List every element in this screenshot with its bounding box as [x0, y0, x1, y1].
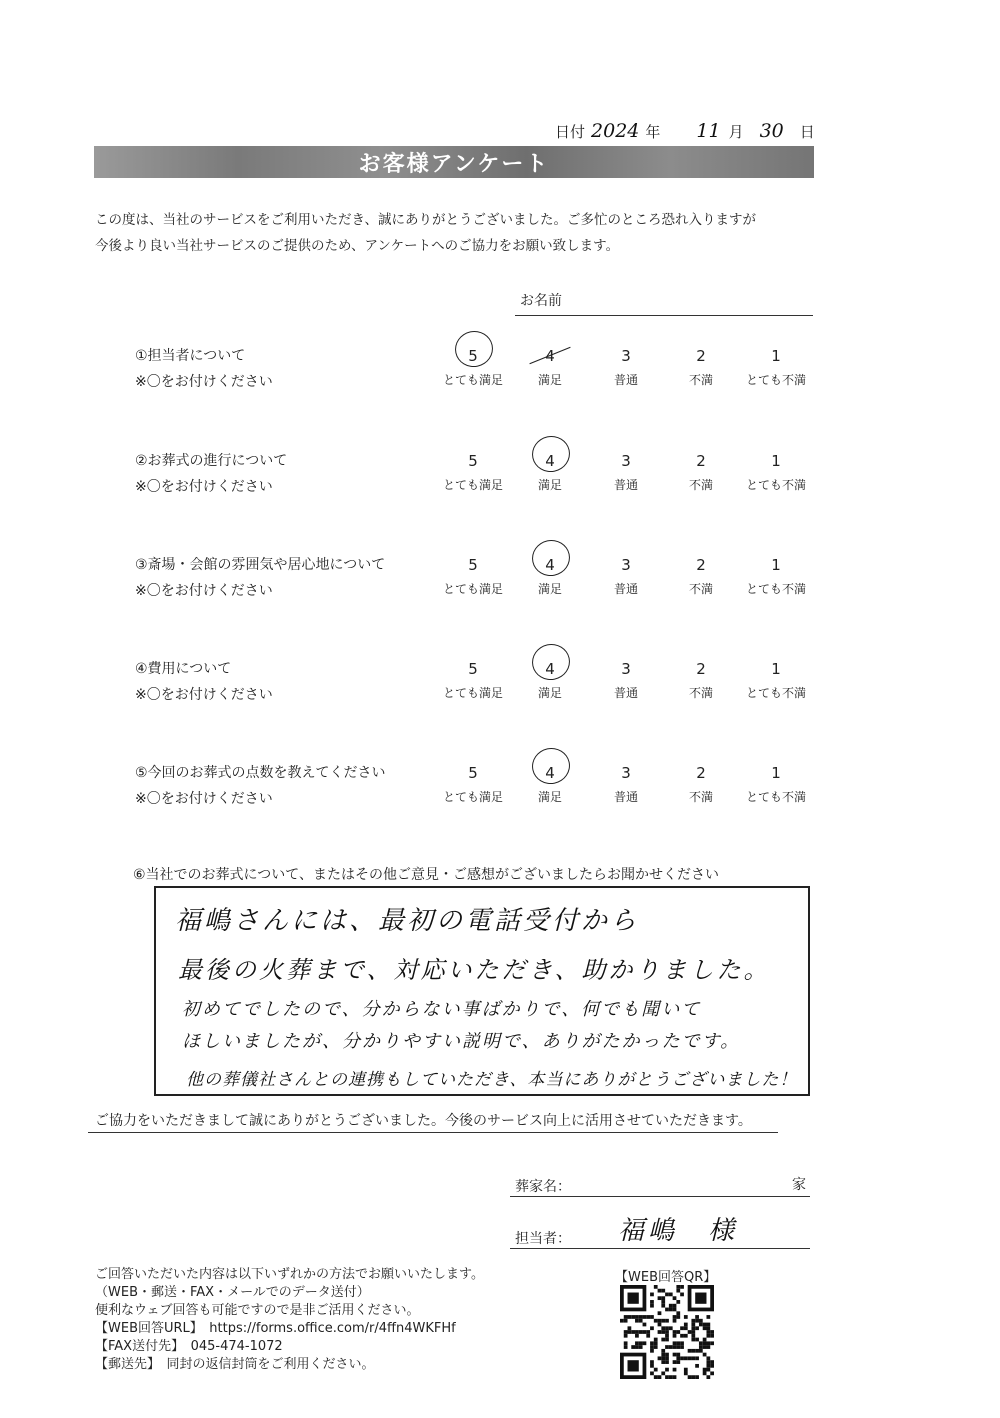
rating-option-1[interactable] — [731, 660, 821, 701]
rating-label: 普通 — [613, 478, 638, 492]
rating-number: 3 — [621, 556, 631, 574]
title-bar — [94, 146, 814, 178]
rating-number: 1 — [771, 452, 781, 470]
rating-number: 3 — [621, 764, 631, 782]
rating-number: 1 — [771, 660, 781, 678]
qr-code-icon[interactable] — [620, 1285, 714, 1379]
rating-number: 4 — [545, 660, 555, 678]
rating-label: 普通 — [613, 373, 638, 387]
intro-line-2: 今後より良い当社サービスのご提供のため、アンケートへのご協力をお願い致します。 — [95, 238, 620, 254]
family-label: 葬家名： — [515, 1179, 571, 1195]
rating-number: 1 — [771, 347, 781, 365]
rating-option-1[interactable] — [731, 347, 821, 388]
rating-number: 5 — [468, 347, 478, 365]
divider — [88, 1132, 778, 1133]
question-note: ※〇をお付けください — [135, 479, 273, 495]
question-note: ※〇をお付けください — [135, 374, 273, 390]
date-year: 2024 — [591, 120, 640, 142]
comment-line: 福嶋さんには、最初の電話受付から — [175, 906, 640, 936]
date-day: 30 — [759, 120, 784, 142]
rating-number: 4 — [545, 347, 555, 365]
rating-label: とても満足 — [442, 373, 503, 387]
rating-label: とても満足 — [442, 686, 503, 700]
rating-label: とても不満 — [745, 478, 806, 492]
rating-number: 2 — [696, 660, 706, 678]
thanks-text: ご協力をいただきまして誠にありがとうございました。今後のサービス向上に活用させていただきます。 — [95, 1113, 752, 1129]
rating-number: 1 — [771, 764, 781, 782]
rating-option-1[interactable] — [731, 452, 821, 493]
rating-label: とても不満 — [745, 790, 806, 804]
date-year-unit: 年 — [645, 123, 661, 141]
rating-number: 4 — [545, 452, 555, 470]
rating-label: 満足 — [537, 790, 562, 804]
rating-option-1[interactable] — [731, 764, 821, 805]
rating-number: 3 — [621, 660, 631, 678]
family-field[interactable] — [510, 1196, 810, 1197]
rating-label: 普通 — [613, 790, 638, 804]
date-month: 11 — [696, 120, 721, 142]
question-title: ⑤今回のお葬式の点数を教えてください — [135, 765, 386, 781]
qr-label: 【WEB回答QR】 — [615, 1270, 717, 1285]
footer-line: ご回答いただいた内容は以下いずれかの方法でお願いいたします。 — [95, 1267, 484, 1282]
question-note: ※〇をお付けください — [135, 583, 273, 599]
intro-line-1: この度は、当社のサービスをご利用いただき、誠にありがとうございました。ご多忙のところ恐れ入りますが — [95, 212, 756, 228]
rating-label: 普通 — [613, 582, 638, 596]
rating-label: 満足 — [537, 582, 562, 596]
rating-label: 不満 — [688, 582, 713, 596]
rating-number: 2 — [696, 452, 706, 470]
family-suffix: 家 — [792, 1177, 806, 1193]
comment-line: 初めてでしたので、分からない事ばかりで、何でも聞いて — [182, 999, 702, 1020]
question-title: ①担当者について — [135, 348, 246, 364]
rating-label: 不満 — [688, 790, 713, 804]
question-note: ※〇をお付けください — [135, 791, 273, 807]
staff-field[interactable] — [510, 1248, 810, 1249]
rating-number: 2 — [696, 347, 706, 365]
date-prefix: 日付 — [555, 123, 586, 141]
rating-number: 2 — [696, 764, 706, 782]
rating-number: 3 — [621, 452, 631, 470]
q6-title: ⑥当社でのお葬式について、またはその他ご意見・ご感想がございましたらお聞かせください — [133, 867, 719, 883]
staff-name: 福嶋 様 — [618, 1216, 739, 1246]
rating-number: 5 — [468, 660, 478, 678]
rating-label: とても不満 — [745, 686, 806, 700]
date-row — [555, 120, 815, 142]
rating-number: 4 — [545, 764, 555, 782]
rating-label: 満足 — [537, 478, 562, 492]
rating-number: 2 — [696, 556, 706, 574]
footer-line: 便利なウェブ回答も可能ですので是非ご活用ください。 — [95, 1303, 420, 1318]
question-title: ②お葬式の進行について — [135, 453, 288, 469]
rating-label: 満足 — [537, 373, 562, 387]
rating-label: とても満足 — [442, 478, 503, 492]
footer-line: （WEB・郵送・FAX・メールでのデータ送付） — [95, 1285, 370, 1300]
rating-number: 1 — [771, 556, 781, 574]
name-field[interactable] — [515, 315, 813, 316]
rating-label: 不満 — [688, 686, 713, 700]
name-label: お名前 — [520, 293, 562, 309]
question-note: ※〇をお付けください — [135, 687, 273, 703]
rating-label: とても満足 — [442, 790, 503, 804]
footer-fax: 【FAX送付先】 045-474-1072 — [95, 1339, 283, 1354]
rating-option-1[interactable] — [731, 556, 821, 597]
rating-label: 満足 — [537, 686, 562, 700]
rating-number: 5 — [468, 452, 478, 470]
rating-label: 普通 — [613, 686, 638, 700]
question-title: ③斎場・会館の雰囲気や居心地について — [135, 557, 386, 573]
rating-number: 3 — [621, 347, 631, 365]
rating-label: とても満足 — [442, 582, 503, 596]
rating-number: 4 — [545, 556, 555, 574]
date-month-unit: 月 — [728, 123, 744, 141]
rating-label: 不満 — [688, 478, 713, 492]
footer-mail: 【郵送先】 同封の返信封筒をご利用ください。 — [95, 1357, 375, 1372]
comment-line: 最後の火葬まで、対応いただき、助かりました。 — [178, 956, 771, 984]
comment-line: 他の葬儀社さんとの連携もしていただき、本当にありがとうございました！ — [186, 1070, 798, 1090]
rating-number: 5 — [468, 764, 478, 782]
staff-label: 担当者： — [515, 1231, 571, 1247]
rating-number: 5 — [468, 556, 478, 574]
rating-label: 不満 — [688, 373, 713, 387]
comment-line: ほしいましたが、分かりやすい説明で、ありがたかったです。 — [182, 1031, 741, 1052]
date-day-unit: 日 — [799, 123, 815, 141]
question-title: ④費用について — [135, 661, 232, 677]
footer-url: 【WEB回答URL】 https://forms.office.com/r/4ffn4WKFHf — [95, 1321, 456, 1336]
rating-label: とても不満 — [745, 373, 806, 387]
rating-label: とても不満 — [745, 582, 806, 596]
page-title: お客様アンケート — [358, 151, 550, 177]
